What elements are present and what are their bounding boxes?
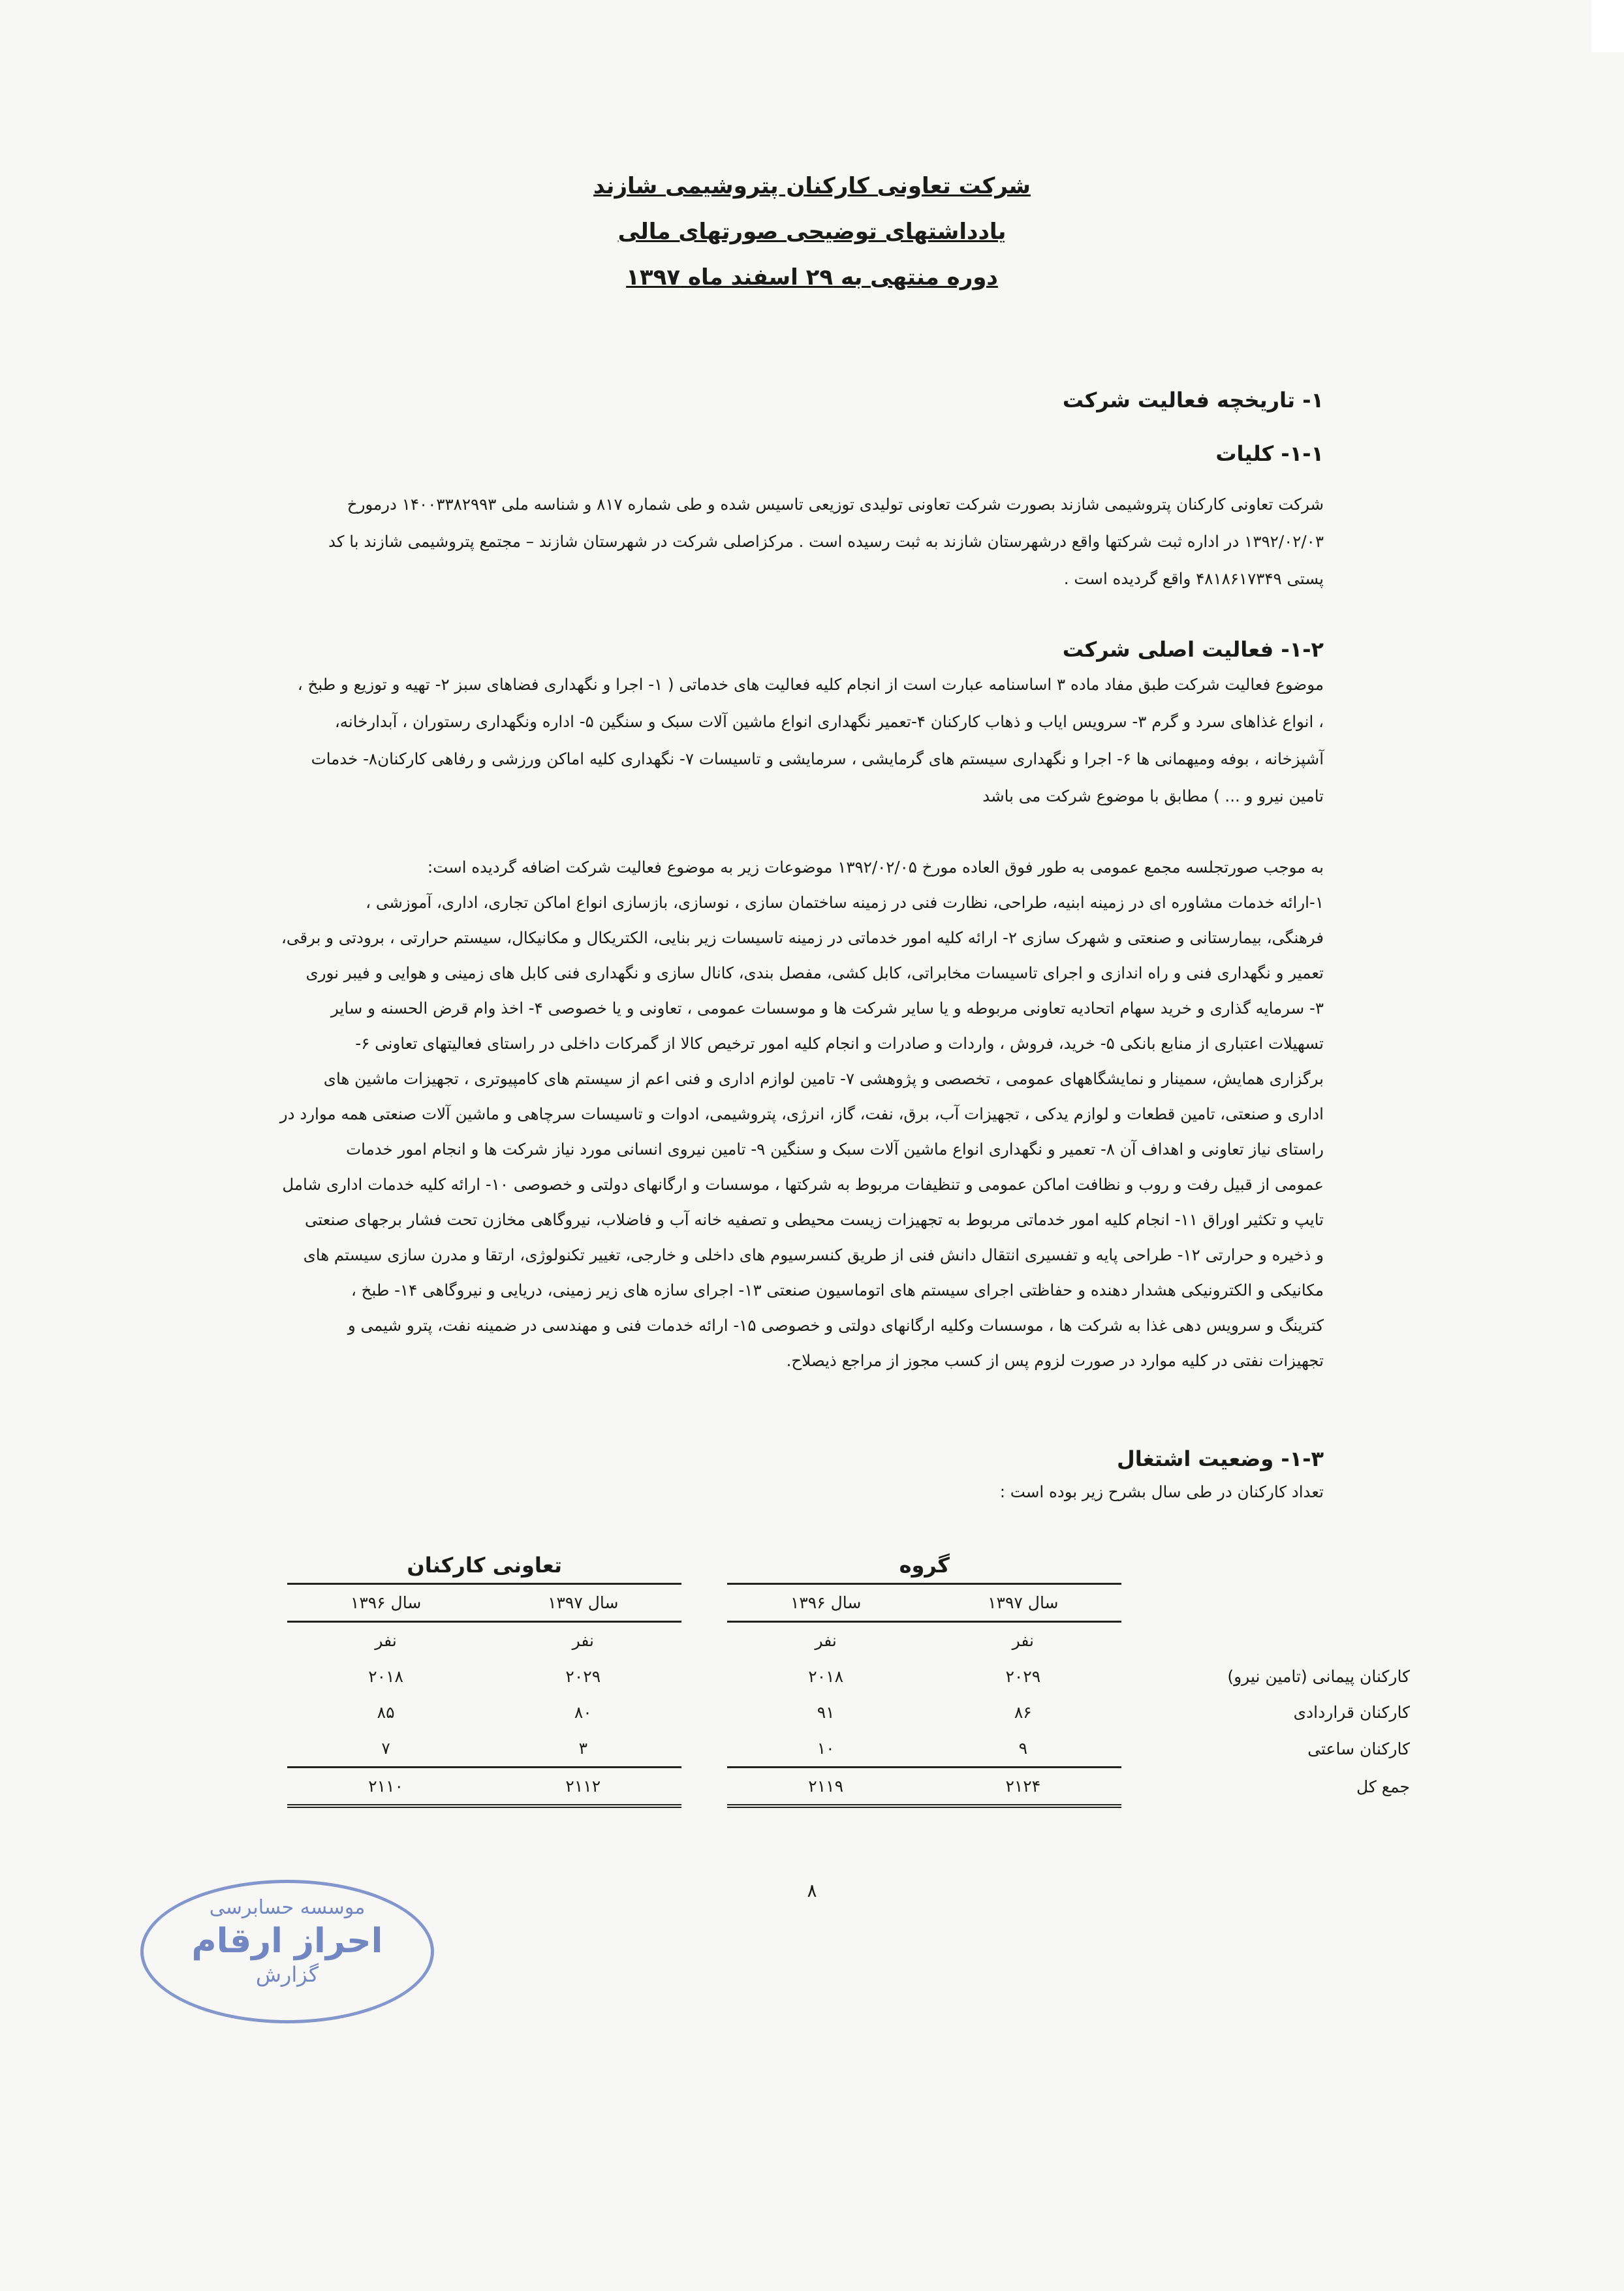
section-1-3-intro: تعداد کارکنان در طی سال بشرح زیر بوده است : [999, 1482, 1324, 1501]
paragraph-line: موضوع فعالیت شرکت طبق مفاد ماده ۳ اساسنامه عبارت است از انجام کلیه فعالیت های خدماتی ( ۱- اجرا و نگهداری فضاهای سبز ۲- تهیه و توزیع و طبخ ، [297, 675, 1324, 694]
unit-label: نفر [572, 1631, 594, 1650]
paragraph-line: شرکت تعاونی کارکنان پتروشیمی شازند بصورت شرکت تعاونی تولیدی توزیعی تاسیس شده و طی شماره ۸۱۷ و شناسه ملی ۱۴۰۰۳۳۸۲۹۹۳ درمورخ [347, 495, 1324, 514]
table-cell: ۸۶ [1014, 1703, 1032, 1722]
stamp-line: موسسه حسابرسی [209, 1896, 366, 1919]
paragraph-line: کترینگ و سرویس دهی غذا به شرکت ها ، موسسات وکلیه ارگانهای دولتی و خصوصی ۱۵- ارائه خدمات فنی و مهندسی در ضمینه نفت، پترو شیمی و [347, 1316, 1324, 1335]
section-1-2-amendment [279, 850, 1324, 1379]
coop-header: تعاونی کارکنان [287, 1547, 681, 1584]
section-1-2-title: ۱-۲- فعالیت اصلی شرکت [1062, 637, 1324, 662]
table-cell: ۲۰۱۸ [808, 1667, 844, 1686]
unit-label: نفر [1012, 1631, 1035, 1650]
paragraph-line: تسهیلات اعتباری از منابع بانکی ۵- خرید، فروش ، واردات و صادرات و انجام کلیه امور ترخیص کالا از گمرکات داخلی در راستای فعالیتهای تعاونی ۶- [355, 1034, 1324, 1053]
total-label: جمع کل [1356, 1777, 1410, 1796]
row-label: کارکنان پیمانی (تامین نیرو) [1227, 1667, 1410, 1686]
amendment-body [279, 850, 1324, 1379]
row-label: کارکنان قراردادی [1293, 1703, 1410, 1722]
table-cell: ۲۰۲۹ [1005, 1667, 1041, 1686]
paragraph-line: فرهنگی، بیمارستانی و صنعتی و شهرک سازی ۲- ارائه کلیه امور خدماتی در زمینه تاسیسات زیر بنایی، الکتریکال و مکانیکال، سیستم حرارتی ، برودتی و برقی، [281, 928, 1324, 947]
table-cell: ۷ [381, 1739, 390, 1758]
table-cell: ۱۰ [817, 1739, 835, 1758]
auditor-stamp [140, 1880, 434, 2023]
stamp-line: احراز ارقام [191, 1922, 383, 1961]
paragraph-line: تامین نیرو و ... ) مطابق با موضوع شرکت می باشد [982, 787, 1324, 805]
total-cell: ۲۱۱۹ [727, 1768, 924, 1807]
unit-label: نفر [815, 1631, 837, 1650]
table-year-header-row [287, 1584, 1410, 1622]
year-header: سال ۱۳۹۷ [484, 1584, 681, 1622]
unit-label: نفر [375, 1631, 397, 1650]
company-title: شرکت تعاونی کارکنان پتروشیمی شازند [593, 173, 1031, 199]
table-unit-row [287, 1622, 1410, 1659]
table-row [287, 1694, 1410, 1730]
paragraph-line: آشپزخانه ، بوفه ومیهمانی ها ۶- اجرا و نگهداری سیستم های گرمایشی ، سرمایشی و تاسیسات ۷- نگهداری کلیه اماکن ورزشی و رفاهی کارکنان۸- خدمات [311, 749, 1324, 768]
section-1-2 [279, 633, 1324, 815]
table-cell: ۲۰۲۹ [565, 1667, 601, 1686]
paragraph-line: برگزاری همایش، سمینار و نمایشگاههای عمومی ، تخصصی و پژوهشی ۷- تامین لوازم اداری و فنی اعم از سیستم های کامپیوتری ، تجهیزات ماشین های [323, 1069, 1324, 1088]
section-1-1 [279, 437, 1324, 597]
group-header: گروه [727, 1547, 1121, 1584]
staff-count-table [287, 1547, 1410, 1808]
table-cell: ۳ [578, 1739, 587, 1758]
document-subtitle: یادداشتهای توضیحی صورتهای مالی [617, 219, 1007, 245]
paragraph-line: مکانیکی و الکترونیکی هشدار دهنده و حفاظتی اجرای سیستم های اتوماسیون صنعتی ۱۳- اجرای سازه های زیر زمینی، دریایی و نیروگاهی ۱۴- طبخ ، [351, 1281, 1324, 1300]
scan-corner [1591, 0, 1624, 52]
section-1-title: ۱- تاریخچه فعالیت شرکت [1062, 388, 1324, 413]
section-1-1-title: ۱-۱- کلیات [1215, 441, 1324, 466]
stamp-line: گزارش [255, 1962, 319, 1987]
paragraph-line: ، انواع غذاهای سرد و گرم ۳- سرویس ایاب و ذهاب کارکنان ۴-تعمیر نگهداری انواع ماشین آلات سبک و سنگین ۵- اداره ونگهداری رستوران ، آبدارخانه، [334, 712, 1324, 731]
paragraph-line: به موجب صورتجلسه مجمع عمومی به طور فوق العاده مورخ ۱۳۹۲/۰۲/۰۵ موضوعات زیر به موضوع فعالیت شرکت اضافه گردیده است: [427, 858, 1324, 877]
paragraph-line: ۳- سرمایه گذاری و خرید سهام اتحادیه تعاونی مربوطه و یا سایر شرکت ها و موسسات عمومی ، تعاونی و یا خصوصی ۴- اخذ وام قرض الحسنه و سایر [330, 999, 1324, 1018]
table-cell: ۹۱ [817, 1703, 835, 1722]
table-cell: ۸۰ [574, 1703, 592, 1722]
paragraph-line: تایپ و تکثیر اوراق ۱۱- انجام کلیه امور خدماتی مربوط به تجهیزات زیست محیطی و تصفیه خانه آب و فاضلاب، نیروگاهی مخازن تحت فشار برجهای صنعتی [304, 1210, 1324, 1229]
year-header: سال ۱۳۹۶ [287, 1584, 484, 1622]
paragraph-line: عمومی از قبیل رفت و روب و نظافت اماکن عمومی و تنظیفات مربوط به شرکتها ، موسسات و ارگانهای دولتی و خصوصی ۱۰- ارائه کلیه خدمات اداری شامل [282, 1175, 1324, 1194]
paragraph-line: تجهیزات نفتی در کلیه موارد در صورت لزوم پس از کسب مجوز از مراجع ذیصلاح. [786, 1351, 1324, 1370]
table-cell: ۲۰۱۸ [368, 1667, 403, 1686]
table-cell: ۹ [1018, 1739, 1028, 1758]
table-row [287, 1730, 1410, 1768]
section-1-3-title: ۱-۳- وضعیت اشتغال [1116, 1446, 1324, 1471]
paragraph-line: پستی ۴۸۱۸۶۱۷۳۴۹ واقع گردیده است . [1063, 569, 1324, 588]
table-row [287, 1659, 1410, 1694]
total-cell: ۲۱۱۰ [287, 1768, 484, 1807]
year-header: سال ۱۳۹۷ [924, 1584, 1121, 1622]
paragraph-line: ۱-ارائه خدمات مشاوره ای در زمینه ابنیه، طراحی، نظارت فنی در زمینه ساختمان سازی ، نوسازی، بازسازی انواع اماکن تجاری، اداری، آموزشی ، [366, 893, 1324, 912]
paragraph-line: تعمیر و نگهداری فنی و راه اندازی و اجرای تاسیسات مخابراتی، کابل کشی، مفصل بندی، کانال سازی و نگهداری فنی کابل های زمینی و هوایی و فیبر نوری [305, 963, 1324, 982]
total-cell: ۲۱۱۲ [484, 1768, 681, 1807]
page-number: ۸ [807, 1880, 817, 1901]
row-label: کارکنان ساعتی [1307, 1739, 1410, 1758]
paragraph-line: اداری و صنعتی، تامین قطعات و لوازم یدکی ، تجهیزات آب، برق، نفت، گاز، انرژی، پتروشیمی، ادوات و تاسیسات سرچاهی و ماشین آلات صنعتی همه موارد در [279, 1104, 1324, 1123]
table-total-row [287, 1768, 1410, 1807]
table-cell: ۸۵ [377, 1703, 395, 1722]
total-cell: ۲۱۲۴ [924, 1768, 1121, 1807]
period-title: دوره منتهی به ۲۹ اسفند ماه ۱۳۹۷ [626, 264, 998, 290]
table-group-header-row [287, 1547, 1410, 1584]
section-1-2-body [279, 666, 1324, 815]
paragraph-line: و ذخیره و حرارتی ۱۲- طراحی پایه و تفسیری انتقال دانش فنی از طریق کنسرسیوم های داخلی و خارجی، تغییر تکنولوژی، ارتقا و مدرن سازی سیستم های [303, 1245, 1324, 1264]
document-header [0, 163, 1624, 300]
paragraph-line: راستای نیاز تعاونی و اهداف آن ۸- تعمیر و نگهداری انواع ماشین آلات سبک و سنگین ۹- تامین نیروی انسانی مورد نیاز شرکت ها و انجام امور خدمات [346, 1140, 1324, 1159]
section-1-1-body [279, 486, 1324, 597]
paragraph-line: ۱۳۹۲/۰۲/۰۳ در اداره ثبت شرکتها واقع درشهرستان شازند به ثبت رسیده است . مرکزاصلی شرکت در شهرستان شازند – مجتمع پتروشیمی شازند با کد [328, 532, 1324, 551]
section-1 [279, 384, 1324, 416]
year-header: سال ۱۳۹۶ [727, 1584, 924, 1622]
section-1-3 [279, 1442, 1324, 1509]
